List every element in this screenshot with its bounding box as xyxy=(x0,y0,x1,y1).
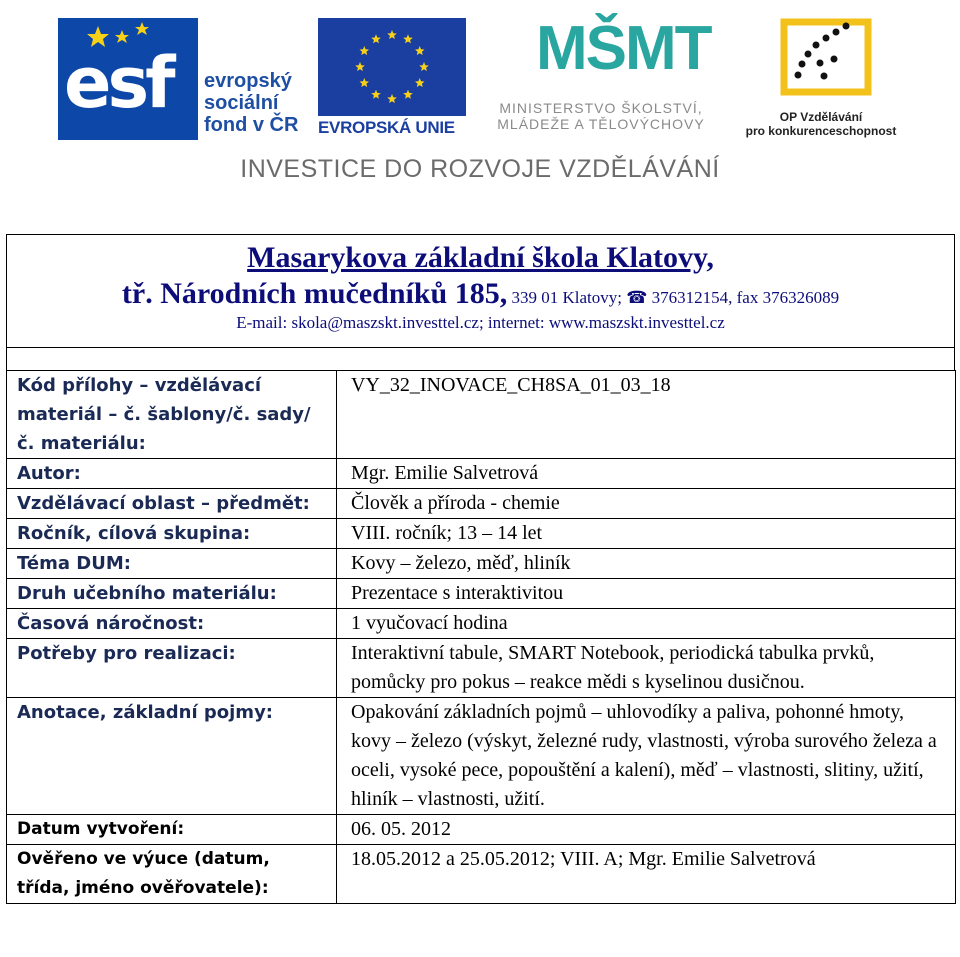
msmt-logo xyxy=(476,14,726,139)
school-address-rest: 339 01 Klatovy; ☎ 376312154, fax 376326089 xyxy=(507,288,840,307)
table-row xyxy=(7,519,956,549)
row-label: Časová náročnost: xyxy=(7,609,337,639)
school-header xyxy=(6,234,955,348)
row-label: Téma DUM: xyxy=(7,549,337,579)
msmt-text-line2: MLÁDEŽE A TĚLOVÝCHOVY xyxy=(497,116,705,132)
table-row xyxy=(7,609,956,639)
spacer-row xyxy=(6,347,955,371)
eu-star-icon xyxy=(419,62,429,71)
eu-star-icon xyxy=(371,90,381,99)
row-value: Opakování základních pojmů – uhlovodíky a paliva, pohonné hmoty, kovy – železo (výskyt, železné rudy, vlastnosti, výroba surového železa a oceli, vysoké pece, popouštění a kalení), měď – vlastnosti, slitiny, užití, hliník – vlastnosti, užití. xyxy=(337,698,956,815)
eu-star-icon xyxy=(387,94,397,103)
row-label: Druh učebního materiálu: xyxy=(7,579,337,609)
eu-star-icon xyxy=(415,46,425,55)
material-info-table xyxy=(6,370,956,904)
eu-star-icon xyxy=(360,46,370,55)
logo-banner xyxy=(0,0,960,215)
row-label: Kód přílohy – vzdělávací materiál – č. šablony/č. sady/č. materiálu: xyxy=(7,371,337,459)
msmt-text-line1: MINISTERSTVO ŠKOLSTVÍ, xyxy=(499,100,703,116)
opvk-text xyxy=(736,110,906,138)
row-label: Autor: xyxy=(7,459,337,489)
row-value: VIII. ročník; 13 – 14 let xyxy=(337,519,956,549)
table-row xyxy=(7,815,956,845)
row-value: 18.05.2012 a 25.05.2012; VIII. A; Mgr. Emilie Salvetrová xyxy=(337,845,956,904)
esf-logo xyxy=(58,18,308,140)
row-value: Interaktivní tabule, SMART Notebook, periodická tabulka prvků, pomůcky pro pokus – reakce mědi s kyselinou dusičnou. xyxy=(337,639,956,698)
eu-label: EVROPSKÁ UNIE xyxy=(318,118,455,137)
eu-stars-icon xyxy=(318,18,466,116)
school-address xyxy=(7,277,954,311)
school-contact: E-mail: skola@maszskt.investtel.cz; internet: www.maszskt.investtel.cz xyxy=(236,313,725,332)
eu-star-icon xyxy=(371,34,381,43)
esf-logo-box xyxy=(58,18,198,140)
eu-star-icon xyxy=(403,90,413,99)
opvk-text-line2: pro konkurenceschopnost xyxy=(745,124,897,138)
eu-star-icon xyxy=(403,34,413,43)
table-row xyxy=(7,698,956,815)
table-row xyxy=(7,371,956,459)
opvk-text-line1: OP Vzdělávání xyxy=(779,110,863,124)
school-street: tř. Národních mučedníků 185, xyxy=(121,277,508,310)
eu-star-icon xyxy=(415,78,425,87)
esf-text-line3: fond v ČR xyxy=(204,114,299,136)
row-value: 06. 05. 2012 xyxy=(337,815,956,845)
eu-logo xyxy=(318,18,466,140)
esf-text-line2: sociální xyxy=(204,92,279,114)
opvk-mark-icon xyxy=(776,14,876,104)
row-label: Ověřeno ve výuce (datum, třída, jméno ověřovatele): xyxy=(7,845,337,904)
row-label: Vzdělávací oblast – předmět: xyxy=(7,489,337,519)
opvk-logo xyxy=(736,14,906,139)
esf-letters: esf xyxy=(64,42,172,124)
row-value: Člověk a příroda - chemie xyxy=(337,489,956,519)
esf-text-line1: evropský xyxy=(204,70,292,92)
school-name: Masarykova základní škola Klatovy, xyxy=(247,241,714,274)
row-value: 1 vyučovací hodina xyxy=(337,609,956,639)
eu-flag-icon xyxy=(318,18,466,116)
msmt-mark: MŠMT xyxy=(536,14,711,83)
row-value: VY_32_INOVACE_CH8SA_01_03_18 xyxy=(337,371,956,459)
row-label: Anotace, základní pojmy: xyxy=(7,698,337,815)
eu-star-icon xyxy=(387,30,397,39)
table-row xyxy=(7,845,956,904)
eu-star-icon xyxy=(355,62,365,71)
row-label: Datum vytvoření: xyxy=(7,815,337,845)
investice-slogan: INVESTICE DO ROZVOJE VZDĚLÁVÁNÍ xyxy=(240,155,720,183)
table-row xyxy=(7,459,956,489)
msmt-text xyxy=(476,100,726,132)
row-label: Potřeby pro realizaci: xyxy=(7,639,337,698)
eu-star-icon xyxy=(360,78,370,87)
row-label: Ročník, cílová skupina: xyxy=(7,519,337,549)
table-row xyxy=(7,549,956,579)
row-value: Mgr. Emilie Salvetrová xyxy=(337,459,956,489)
esf-text xyxy=(204,70,298,136)
table-row xyxy=(7,489,956,519)
table-row xyxy=(7,579,956,609)
row-value: Prezentace s interaktivitou xyxy=(337,579,956,609)
table-row xyxy=(7,639,956,698)
row-value: Kovy – železo, měď, hliník xyxy=(337,549,956,579)
